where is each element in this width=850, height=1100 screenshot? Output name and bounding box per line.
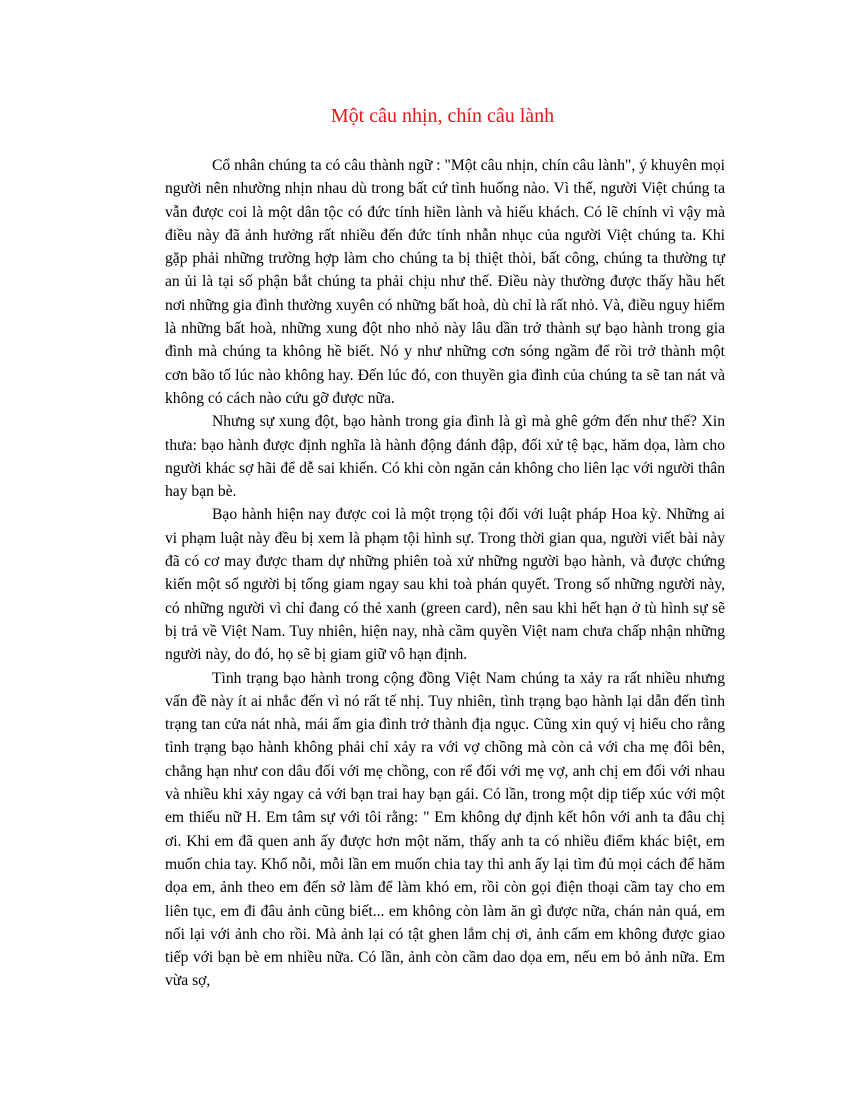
page-title: Một câu nhịn, chín câu lành [330, 105, 555, 127]
paragraph-4: Tình trạng bạo hành trong cộng đồng Việt Nam chúng ta xảy ra rất nhiều nhưng vấn đề này ít ai nhắc đến vì nó rất tế nhị. Tuy nhiên, tình trạng bạo hành lại dẫn đến tình trạng tan cửa nát nhà, mái ấm gia đình trở thành địa ngục. Cũng xin quý vị hiểu cho rằng tình trạng bạo hành không phải chỉ xảy ra với vợ chồng mà còn cả với cha mẹ đôi bên, chẳng hạn như con dâu đối với mẹ chồng, con rể đối với mẹ vợ, anh chị em đối với nhau và nhiều khi xảy ngay cả với bạn trai hay bạn gái. Có lần, trong một dịp tiếp xúc với một em thiếu nữ H. Em tâm sự với tôi rằng: " Em không dự định kết hôn với anh ta đâu chị ơi. Khi em đã quen anh ấy được hơn một năm, thấy anh ta có nhiều điểm khác biệt, em muốn chia tay. Khổ nỗi, mỗi lần em muốn chia tay thì anh ấy lại tìm đủ mọi cách để hăm dọa em, ảnh theo em đến sở làm để làm khó em, rồi còn gọi điện thoại cầm tay cho em liên tục, em đi đâu ảnh cũng biết... em không còn làm ăn gì được nữa, chán nản quá, em nối lại với ảnh cho rồi. Mà ảnh lại có tật ghen lắm chị ơi, ảnh cấm em không được giao tiếp với bạn bè em nhiều nữa. Có lần, ảnh còn cầm dao dọa em, nếu em bỏ ảnh nữa. Em vừa sợ, [165, 669, 725, 990]
paragraph-2: Nhưng sự xung đột, bạo hành trong gia đình là gì mà ghê gớm đến như thế? Xin thưa: bạo hành được định nghĩa là hành động đánh đập, đối xử tệ bạc, hăm dọa, làm cho người khác sợ hãi để dễ sai khiến. Có khi còn ngăn cản không cho liên lạc với người thân hay bạn bè. [165, 413, 725, 501]
paragraph-3: Bạo hành hiện nay được coi là một trọng tội đối với luật pháp Hoa kỳ. Những ai vi phạm luật này đều bị xem là phạm tội hình sự. Trong thời gian qua, người viết bài này đã có cơ may được tham dự những phiên toà xử những người bạo hành, và được chứng kiến một số người bị tống giam ngay sau khi toà phán quyết. Trong số những người này, có những người vì chỉ đang có thẻ xanh (green card), nên sau khi hết hạn ở tù hình sự sẽ bị trả về Việt Nam. Tuy nhiên, hiện nay, nhà cầm quyền Việt nam chưa chấp nhận những người này, do đó, họ sẽ bị giam giữ vô hạn định. [165, 506, 725, 664]
paragraph-1: Cổ nhân chúng ta có câu thành ngữ : "Một câu nhịn, chín câu lành", ý khuyên mọi người nên nhường nhịn nhau dù trong bất cứ tình huống nào. Vì thế, người Việt chúng ta vẫn được coi là một dân tộc có đức tính hiền lành và hiếu khách. Có lẽ chính vì vậy mà điều này đã ảnh hưởng rất nhiều đến đức tính nhẫn nhục của người Việt chúng ta. Khi gặp phải những trường hợp làm cho chúng ta bị thiệt thòi, bất công, chúng ta thường tự an ủi là tại số phận bắt chúng ta phải chịu như thế. Điều này thường được thấy hầu hết nơi những gia đình thường xuyên có những bất hoà, dù chỉ là rất nhỏ. Và, điều nguy hiểm là những bất hoà, những xung đột nho nhỏ này lâu dần trở thành sự bạo hành trong gia đình mà chúng ta không hề biết. Nó y như những cơn sóng ngầm để rồi trở thành một cơn bão tố lúc nào không hay. Đến lúc đó, con thuyền gia đình của chúng ta sẽ tan nát và không có cách nào cứu gỡ được nữa. [165, 157, 725, 407]
article-body [165, 154, 725, 993]
